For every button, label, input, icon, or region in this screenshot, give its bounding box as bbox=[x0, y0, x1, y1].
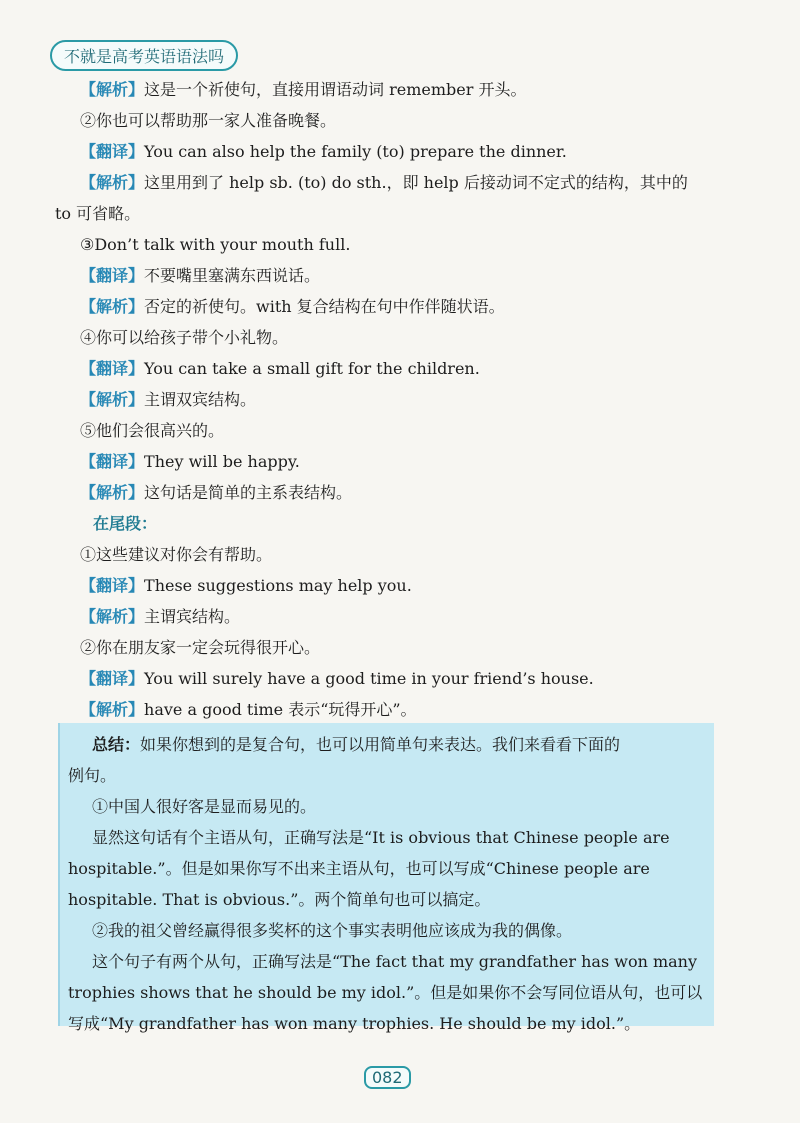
translation-line bbox=[55, 136, 720, 167]
line-text: 如果你想到的是复合句，也可以用简单句来表达。我们来看看下面的 bbox=[140, 735, 621, 754]
tag-label: 【翻译】 bbox=[80, 266, 145, 285]
summary-intro bbox=[68, 729, 706, 760]
summary-line: 这个句子有两个从句，正确写法是“The fact that my grandfather has won many bbox=[92, 952, 698, 971]
translation-line bbox=[55, 663, 720, 694]
summary-line: trophies shows that he should be my idol.”。但是如果你不会写同位语从句，也可以 bbox=[68, 983, 703, 1002]
line-text: You can also help the family (to) prepare the dinner. bbox=[144, 142, 567, 161]
analysis-line bbox=[55, 384, 720, 415]
analysis-line bbox=[55, 477, 720, 508]
tag-label: 【翻译】 bbox=[80, 142, 145, 161]
summary-label: 总结： bbox=[92, 735, 141, 754]
summary-line: 显然这句话有个主语从句，正确写法是“It is obvious that Chinese people are bbox=[92, 828, 670, 847]
line-text: 不要嘴里塞满东西说话。 bbox=[144, 266, 321, 285]
line-text: These suggestions may help you. bbox=[144, 576, 412, 595]
tag-label: 【解析】 bbox=[80, 297, 145, 316]
line-text: 否定的祈使句。with 复合结构在句中作伴随状语。 bbox=[144, 297, 505, 316]
tag-label: 【翻译】 bbox=[80, 359, 145, 378]
line-text: 主谓宾结构。 bbox=[144, 607, 241, 626]
summary-line: hospitable. That is obvious.”。两个简单句也可以搞定。 bbox=[68, 890, 491, 909]
continuation-line: to 可省略。 bbox=[55, 204, 141, 223]
analysis-line bbox=[55, 167, 720, 198]
summary-line: ②我的祖父曾经赢得很多奖杯的这个事实表明他应该成为我的偶像。 bbox=[92, 921, 573, 940]
summary-line: 例句。 bbox=[68, 766, 117, 785]
tag-label: 【解析】 bbox=[80, 173, 145, 192]
section-title: 在尾段： bbox=[93, 514, 158, 533]
line-text: 这是一个祈使句，直接用谓语动词 remember 开头。 bbox=[144, 80, 527, 99]
line-text: You will surely have a good time in your friend’s house. bbox=[144, 669, 594, 688]
tag-label: 【解析】 bbox=[80, 483, 145, 502]
translation-line bbox=[55, 260, 720, 291]
translation-line bbox=[55, 353, 720, 384]
example-sentence: ②你也可以帮助那一家人准备晚餐。 bbox=[80, 111, 337, 130]
analysis-line bbox=[55, 601, 720, 632]
translation-line bbox=[55, 446, 720, 477]
summary-box bbox=[58, 723, 714, 1033]
summary-line: 写成“My grandfather has won many trophies. He should be my idol.”。 bbox=[68, 1014, 641, 1033]
example-sentence: ①这些建议对你会有帮助。 bbox=[80, 545, 273, 564]
example-sentence: ④你可以给孩子带个小礼物。 bbox=[80, 328, 289, 347]
summary-line: ①中国人很好客是显而易见的。 bbox=[92, 797, 317, 816]
tag-label: 【翻译】 bbox=[80, 452, 145, 471]
analysis-line bbox=[55, 291, 720, 322]
line-text: 这里用到了 help sb. (to) do sth.，即 help 后接动词不定式的结构，其中的 bbox=[144, 173, 688, 192]
line-text: You can take a small gift for the children. bbox=[144, 359, 480, 378]
tag-label: 【解析】 bbox=[80, 607, 145, 626]
line-text: They will be happy. bbox=[144, 452, 300, 471]
line-text: 这句话是简单的主系表结构。 bbox=[144, 483, 353, 502]
tag-label: 【翻译】 bbox=[80, 576, 145, 595]
example-sentence: ⑤他们会很高兴的。 bbox=[80, 421, 225, 440]
page-number: 082 bbox=[364, 1066, 411, 1089]
tag-label: 【解析】 bbox=[80, 80, 145, 99]
main-content bbox=[55, 74, 720, 725]
summary-line: hospitable.”。但是如果你写不出来主语从句，也可以写成“Chinese people are bbox=[68, 859, 650, 878]
analysis-line bbox=[55, 694, 720, 725]
example-sentence: ③Don’t talk with your mouth full. bbox=[80, 235, 351, 254]
tag-label: 【解析】 bbox=[80, 390, 145, 409]
tag-label: 【解析】 bbox=[80, 700, 145, 719]
line-text: have a good time 表示“玩得开心”。 bbox=[144, 700, 417, 719]
tag-label: 【翻译】 bbox=[80, 669, 145, 688]
line-text: 主谓双宾结构。 bbox=[144, 390, 257, 409]
translation-line bbox=[55, 570, 720, 601]
book-title: 不就是高考英语语法吗 bbox=[50, 40, 238, 71]
example-sentence: ②你在朋友家一定会玩得很开心。 bbox=[80, 638, 321, 657]
analysis-line bbox=[55, 74, 720, 105]
